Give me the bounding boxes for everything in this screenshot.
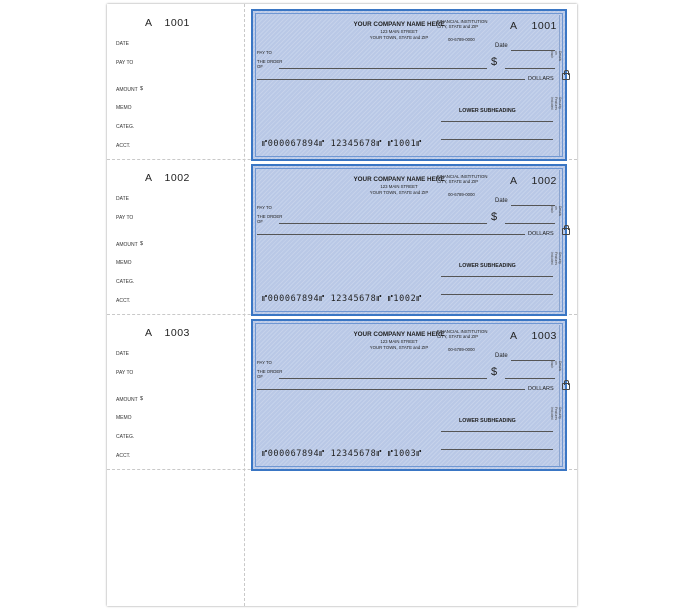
routing-fraction: 00-6789-0000 (448, 192, 475, 197)
stub-amount-label: AMOUNT (116, 87, 138, 93)
stub-memo-label: MEMO (116, 105, 132, 111)
stub-check-number: 1003 (164, 327, 190, 339)
stub-memo-label: MEMO (116, 260, 132, 266)
vertical-perforation (244, 4, 245, 606)
order-label: THE ORDER (257, 59, 283, 64)
stub-letter: A (145, 327, 153, 339)
security-sidebar (559, 170, 560, 311)
routing-fraction: 00-6789-0000 (448, 37, 475, 42)
stub-number (145, 172, 190, 184)
date-line (511, 205, 555, 206)
check-letter: A (510, 175, 518, 187)
stub-date-label: DATE (116, 41, 129, 47)
micr-line: ⑈000067894⑈ 12345678⑈ ⑈1003⑈ (262, 449, 423, 459)
stub-letter: A (145, 172, 153, 184)
check-number-value: 1001 (531, 20, 557, 32)
padlock-icon (562, 228, 570, 235)
written-amount-line (257, 234, 525, 235)
payee-line (279, 378, 487, 379)
amount-line (505, 378, 555, 379)
financial-city: CITY, STATE and ZIP (437, 24, 479, 29)
company-town: YOUR TOWN, STATE and ZIP (369, 189, 429, 195)
stub-payto-label: PAY TO (116, 215, 134, 221)
payto-label: PAY TO (257, 360, 272, 365)
financial-institution: FINANCIAL INSTITUTION (437, 329, 488, 334)
company-street: 123 MAIN STREET (380, 29, 418, 34)
dollars-label: DOLLARS (528, 386, 554, 392)
financial-institution: FINANCIAL INSTITUTION (437, 174, 488, 179)
check-number (510, 175, 557, 187)
written-amount-line (257, 79, 525, 80)
check (251, 164, 567, 316)
stub-categ-label: CATEG. (116, 124, 135, 130)
order-label: THE ORDER (257, 214, 283, 219)
date-label: Date (495, 353, 508, 359)
stub-amount-label: AMOUNT (116, 242, 138, 248)
lower-subheading: LOWER SUBHEADING (459, 108, 516, 114)
side-text-security: Security Features Included (550, 407, 562, 421)
lower-subheading: LOWER SUBHEADING (459, 418, 516, 424)
company-street: 123 MAIN STREET (380, 184, 418, 189)
check-stub (107, 4, 244, 159)
date-label: Date (495, 43, 508, 49)
side-text-security: Security Features Included (550, 97, 562, 111)
security-sidebar (559, 15, 560, 156)
financial-city: CITY, STATE and ZIP (437, 334, 479, 339)
signature-line (441, 431, 553, 432)
stub-acct-label: ACCT. (116, 453, 131, 459)
stub-amount-label: AMOUNT (116, 397, 138, 403)
company-town: YOUR TOWN, STATE and ZIP (369, 34, 429, 40)
side-text-details: Details on back (550, 51, 562, 62)
dollar-sign: $ (491, 211, 498, 223)
signature-line (441, 121, 553, 122)
dollar-sign: $ (491, 56, 498, 68)
payto-label: PAY TO (257, 50, 272, 55)
stub-check-number: 1001 (164, 17, 190, 29)
check (251, 9, 567, 161)
check-stub (107, 159, 244, 314)
stub-acct-label: ACCT. (116, 143, 131, 149)
stub-dollar-sign: $ (140, 396, 144, 402)
payee-line (279, 223, 487, 224)
company-name: YOUR COMPANY NAME HERE (353, 21, 445, 28)
check-letter: A (510, 20, 518, 32)
micr-line: ⑈000067894⑈ 12345678⑈ ⑈1002⑈ (262, 294, 423, 304)
side-text-details: Details on back (550, 361, 562, 372)
date-line (511, 50, 555, 51)
padlock-icon (562, 383, 570, 390)
company-street: 123 MAIN STREET (380, 339, 418, 344)
company-name: YOUR COMPANY NAME HERE (353, 331, 445, 338)
of-label: OF (257, 64, 263, 69)
company-name: YOUR COMPANY NAME HERE (353, 176, 445, 183)
financial-city: CITY, STATE and ZIP (437, 179, 479, 184)
dollars-label: DOLLARS (528, 231, 554, 237)
order-label: THE ORDER (257, 369, 283, 374)
side-text-details: Details on back (550, 206, 562, 217)
stub-number (145, 17, 190, 29)
stub-acct-label: ACCT. (116, 298, 131, 304)
signature-line (441, 294, 553, 295)
stub-memo-label: MEMO (116, 415, 132, 421)
stub-categ-label: CATEG. (116, 434, 135, 440)
lower-subheading: LOWER SUBHEADING (459, 263, 516, 269)
micr-line: ⑈000067894⑈ 12345678⑈ ⑈1001⑈ (262, 139, 423, 149)
dollars-label: DOLLARS (528, 76, 554, 82)
check-number-value: 1003 (531, 330, 557, 342)
date-line (511, 360, 555, 361)
check-number (510, 20, 557, 32)
stub-number (145, 327, 190, 339)
check (251, 319, 567, 471)
check-stub (107, 314, 244, 469)
date-label: Date (495, 198, 508, 204)
check-number-value: 1002 (531, 175, 557, 187)
financial-institution: FINANCIAL INSTITUTION (437, 19, 488, 24)
signature-line (441, 449, 553, 450)
check-sheet (107, 4, 577, 606)
payto-label: PAY TO (257, 205, 272, 210)
of-label: OF (257, 219, 263, 224)
stub-letter: A (145, 17, 153, 29)
routing-fraction: 00-6789-0000 (448, 347, 475, 352)
stub-check-number: 1002 (164, 172, 190, 184)
stub-dollar-sign: $ (140, 241, 144, 247)
side-text-security: Security Features Included (550, 252, 562, 266)
company-town: YOUR TOWN, STATE and ZIP (369, 344, 429, 350)
security-sidebar (559, 325, 560, 466)
of-label: OF (257, 374, 263, 379)
amount-line (505, 223, 555, 224)
stub-date-label: DATE (116, 196, 129, 202)
stub-dollar-sign: $ (140, 86, 144, 92)
stub-date-label: DATE (116, 351, 129, 357)
stub-categ-label: CATEG. (116, 279, 135, 285)
check-letter: A (510, 330, 518, 342)
amount-line (505, 68, 555, 69)
check-number (510, 330, 557, 342)
signature-line (441, 139, 553, 140)
stub-payto-label: PAY TO (116, 60, 134, 66)
payee-line (279, 68, 487, 69)
padlock-icon (562, 73, 570, 80)
stub-payto-label: PAY TO (116, 370, 134, 376)
written-amount-line (257, 389, 525, 390)
dollar-sign: $ (491, 366, 498, 378)
signature-line (441, 276, 553, 277)
